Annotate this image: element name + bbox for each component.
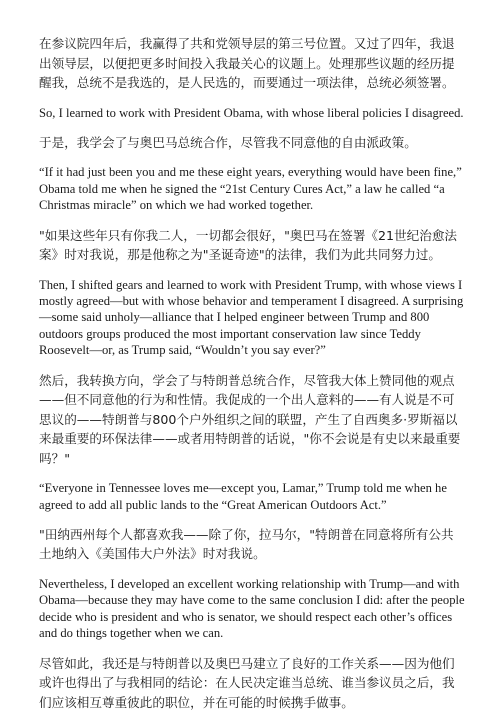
paragraph-zh: 然后，我转换方向，学会了与特朗普总统合作，尽管我大体上赞同他的观点——但不同意他的行为和性情。我促成的一个出人意料的——有人说是不可思议的——特朗普与800个户外组织之间的联盟，产生了自西奥多·罗斯福以来最重要的环保法律——或者用特朗普的话说，"你不会说是有史以来最重要吗？": [39, 372, 461, 466]
paragraph-zh: "田纳西州每个人都喜欢我——除了你，拉马尔，"特朗普在同意将所有公共土地纳入《美国伟大户外法》时对我说。: [39, 526, 454, 562]
paragraph-en: Then, I shifted gears and learned to work with President Trump, with whose views I mostly agreed—but with whose behavior and temperament I disagreed. A surprising—some said unholy—alliance that I helped engineer between Trump and 800 outdoors groups produced the most important conservation law since Teddy Roosevelt—or, as Trump said, “Wouldn’t you say ever?”: [39, 277, 464, 358]
paragraph-zh: 尽管如此，我还是与特朗普以及奥巴马建立了良好的工作关系——因为他们或许也得出了与我相同的结论：在人民决定谁当总统、谁当参议员之后，我们应该相互尊重彼此的职位，并在可能的时候携手做事。: [39, 655, 455, 710]
paragraph-en: “If it had just been you and me these eight years, everything would have been fine,” Obama told me when he signed the “21st Century Cures Act,” a law he called “a Christmas miracle” on which we had worked together.: [39, 165, 462, 213]
paragraph-en: So, I learned to work with President Obama, with whose liberal policies I disagreed.: [39, 105, 464, 120]
article-body: [39, 34, 465, 724]
paragraph-en: Nevertheless, I developed an excellent working relationship with Trump—and with Obama—because they may have come to the same conclusion I did: after the people decide who is president and who is senator, we should respect each other’s offices and do things together when we can.: [39, 576, 465, 641]
paragraph-zh: 于是，我学会了与奥巴马总统合作，尽管我不同意他的自由派政策。: [39, 134, 417, 150]
paragraph-zh: "如果这些年只有你我二人，一切都会很好，"奥巴马在签署《21世纪治愈法案》时对我说，那是他称之为"圣诞奇迹"的法律，我们为此共同努力过。: [39, 227, 458, 263]
paragraph-en: “Everyone in Tennessee loves me—except you, Lamar,” Trump told me when he agreed to add all public lands to the “Great American Outdoors Act.”: [39, 481, 447, 512]
paragraph-zh: 在参议院四年后，我赢得了共和党领导层的第三号位置。又过了四年，我退出领导层，以便把更多时间投入我最关心的议题上。处理那些议题的经历提醒我，总统不是我选的，是人民选的，而要通过一项法律，总统必须签署。: [39, 36, 455, 90]
